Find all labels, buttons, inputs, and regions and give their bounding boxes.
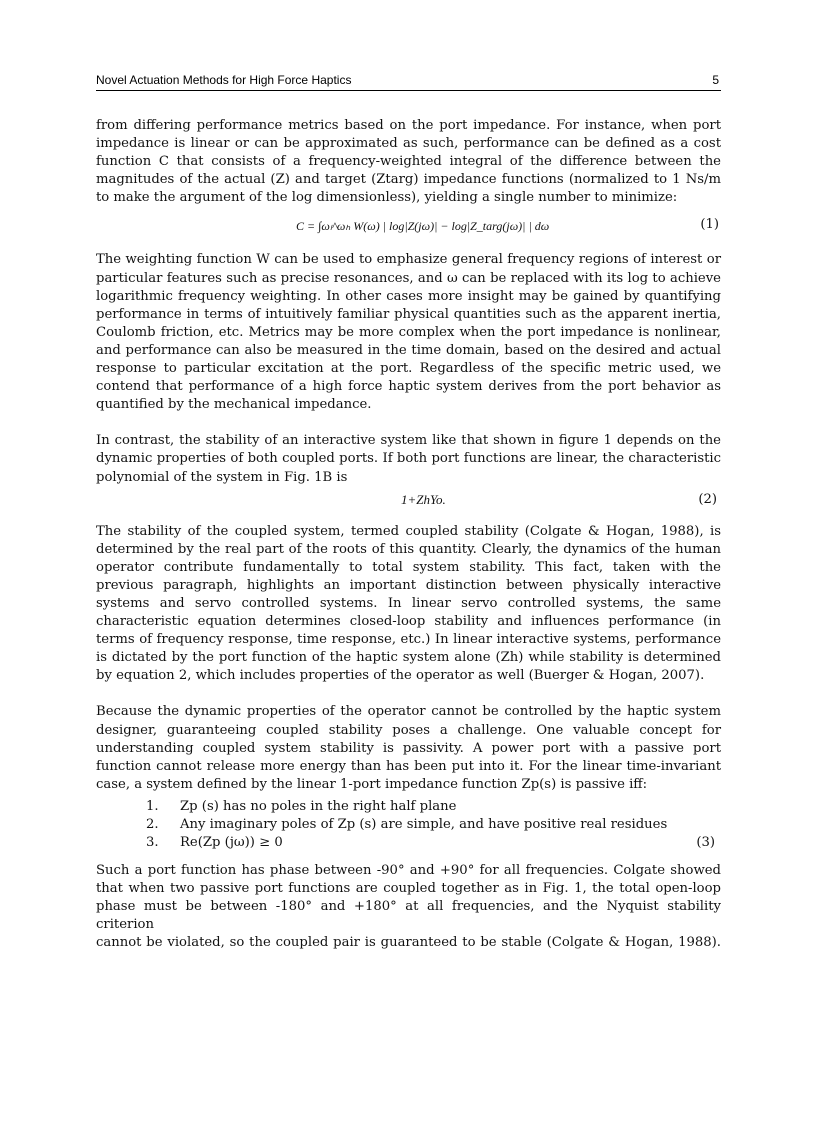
paragraph-cost-function — [96, 117, 721, 207]
text-line: is dictated by the port function of the haptic system alone (Zh) while stability is determined — [96, 650, 721, 666]
text-line: Such a port function has phase between -90° and +90° for all frequencies. Colgate showed — [96, 862, 721, 878]
text-line: particular features such as precise resonances, and ω can be replaced with its log to achieve — [96, 270, 721, 286]
text-line: function C that consists of a frequency-weighted integral of the difference between the — [96, 154, 721, 170]
text-line: understanding coupled system stability is passivity. A power port with a passive port — [96, 740, 721, 756]
text-line: In contrast, the stability of an interactive system like that shown in figure 1 depends on the — [96, 433, 721, 449]
list-item-text: Any imaginary poles of Zp (s) are simple, and have positive real residues — [180, 816, 668, 832]
equation-3-number: (3) — [696, 834, 715, 850]
paragraph-phase — [96, 862, 721, 952]
text-line: impedance is linear or can be approximated as such, performance can be defined as a cost — [96, 136, 721, 152]
text-line: performance in terms of intuitively familiar physical quantities such as the apparent inertia, — [96, 306, 721, 322]
text-line: magnitudes of the actual (Z) and target (Ztarg) impedance functions (normalized to 1 Ns/m — [96, 172, 721, 188]
text-line: case, a system defined by the linear 1-port impedance function Zp(s) is passive iff: — [96, 776, 648, 792]
list-item-text: Re(Zp (jω)) ≥ 0 — [180, 834, 283, 850]
text-line: Coulomb friction, etc. Metrics may be more complex when the port impedance is nonlinear, — [96, 324, 721, 340]
text-line: previous paragraph, highlights an important distinction between physically interactive — [96, 577, 721, 593]
paragraph-stability — [96, 432, 721, 486]
list-item-text: Zp (s) has no poles in the right half plane — [180, 798, 457, 814]
text-line: quantified by the mechanical impedance. — [96, 397, 372, 413]
list-item-number: 2. — [146, 816, 159, 832]
list-item — [96, 816, 721, 834]
equation-1-formula: C = ∫ωₗ^ωₕ W(ω) | log|Z(jω)| − log|Z_targ(jω)| | dω — [296, 219, 550, 234]
text-line: terms of frequency response, time response, etc.) In linear interactive systems, performance — [96, 632, 721, 648]
paragraph-passivity — [96, 703, 721, 793]
text-line: that when two passive port functions are coupled together as in Fig. 1, the total open-loop — [96, 881, 721, 896]
text-line: Because the dynamic properties of the operator cannot be controlled by the haptic system — [96, 704, 721, 720]
text-line: by equation 2, which includes properties of the operator as well (Buerger & Hogan, 2007). — [96, 668, 705, 684]
page-body — [96, 117, 721, 952]
header-title: Novel Actuation Methods for High Force Haptics — [96, 73, 352, 87]
list-item-number: 3. — [146, 834, 159, 850]
text-line: from differing performance metrics based on the port impedance. For instance, when port — [96, 118, 721, 133]
equation-1-number: (1) — [700, 217, 719, 233]
equation-2-number: (2) — [698, 491, 717, 507]
paragraph-weighting — [96, 251, 721, 414]
text-line: The weighting function W can be used to emphasize general frequency regions of interest or — [96, 252, 721, 268]
text-line: systems and servo controlled systems. In linear servo controlled systems, the same — [96, 595, 721, 611]
text-line: dynamic properties of both coupled ports. If both port functions are linear, the characteristic — [96, 451, 721, 467]
equation-1 — [96, 211, 721, 241]
text-line: The stability of the coupled system, termed coupled stability (Colgate & Hogan, 1988), is — [96, 523, 721, 539]
text-line: function cannot release more energy than has been put into it. For the linear time-invariant — [96, 758, 721, 774]
text-line: determined by the real part of the roots of this quantity. Clearly, the dynamics of the human — [96, 541, 721, 557]
equation-2 — [96, 489, 721, 511]
running-header — [96, 72, 721, 91]
passivity-conditions-list — [96, 798, 721, 852]
text-line: response to particular excitation at the port. Regardless of the specific metric used, we — [96, 361, 721, 377]
list-item — [96, 798, 721, 816]
page-number: 5 — [712, 73, 719, 87]
text-line: logarithmic frequency weighting. In other cases more insight may be gained by quantifying — [96, 288, 721, 304]
text-line: phase must be between -180° and +180° at all frequencies, and the Nyquist stability criterion — [96, 899, 721, 933]
text-line: contend that performance of a high force haptic system derives from the port behavior as — [96, 379, 721, 395]
text-line: to make the argument of the log dimensionless), yielding a single number to minimize: — [96, 190, 678, 206]
list-item-number: 1. — [146, 798, 159, 814]
equation-2-formula: 1+ZhYo. — [401, 491, 446, 507]
text-line: designer, guaranteeing coupled stability poses a challenge. One valuable concept for — [96, 722, 721, 738]
text-line: characteristic equation determines closed-loop stability and influences performance (in — [96, 614, 721, 630]
paragraph-coupled-stability — [96, 523, 721, 686]
text-line: polynomial of the system in Fig. 1B is — [96, 469, 348, 485]
text-line: cannot be violated, so the coupled pair is guaranteed to be stable (Colgate & Hogan, 1988). — [96, 935, 721, 951]
text-line: operator contribute fundamentally to total system stability. This fact, taken with the — [96, 559, 721, 575]
list-item — [96, 834, 721, 852]
text-line: and performance can also be measured in the time domain, based on the desired and actual — [96, 342, 721, 358]
